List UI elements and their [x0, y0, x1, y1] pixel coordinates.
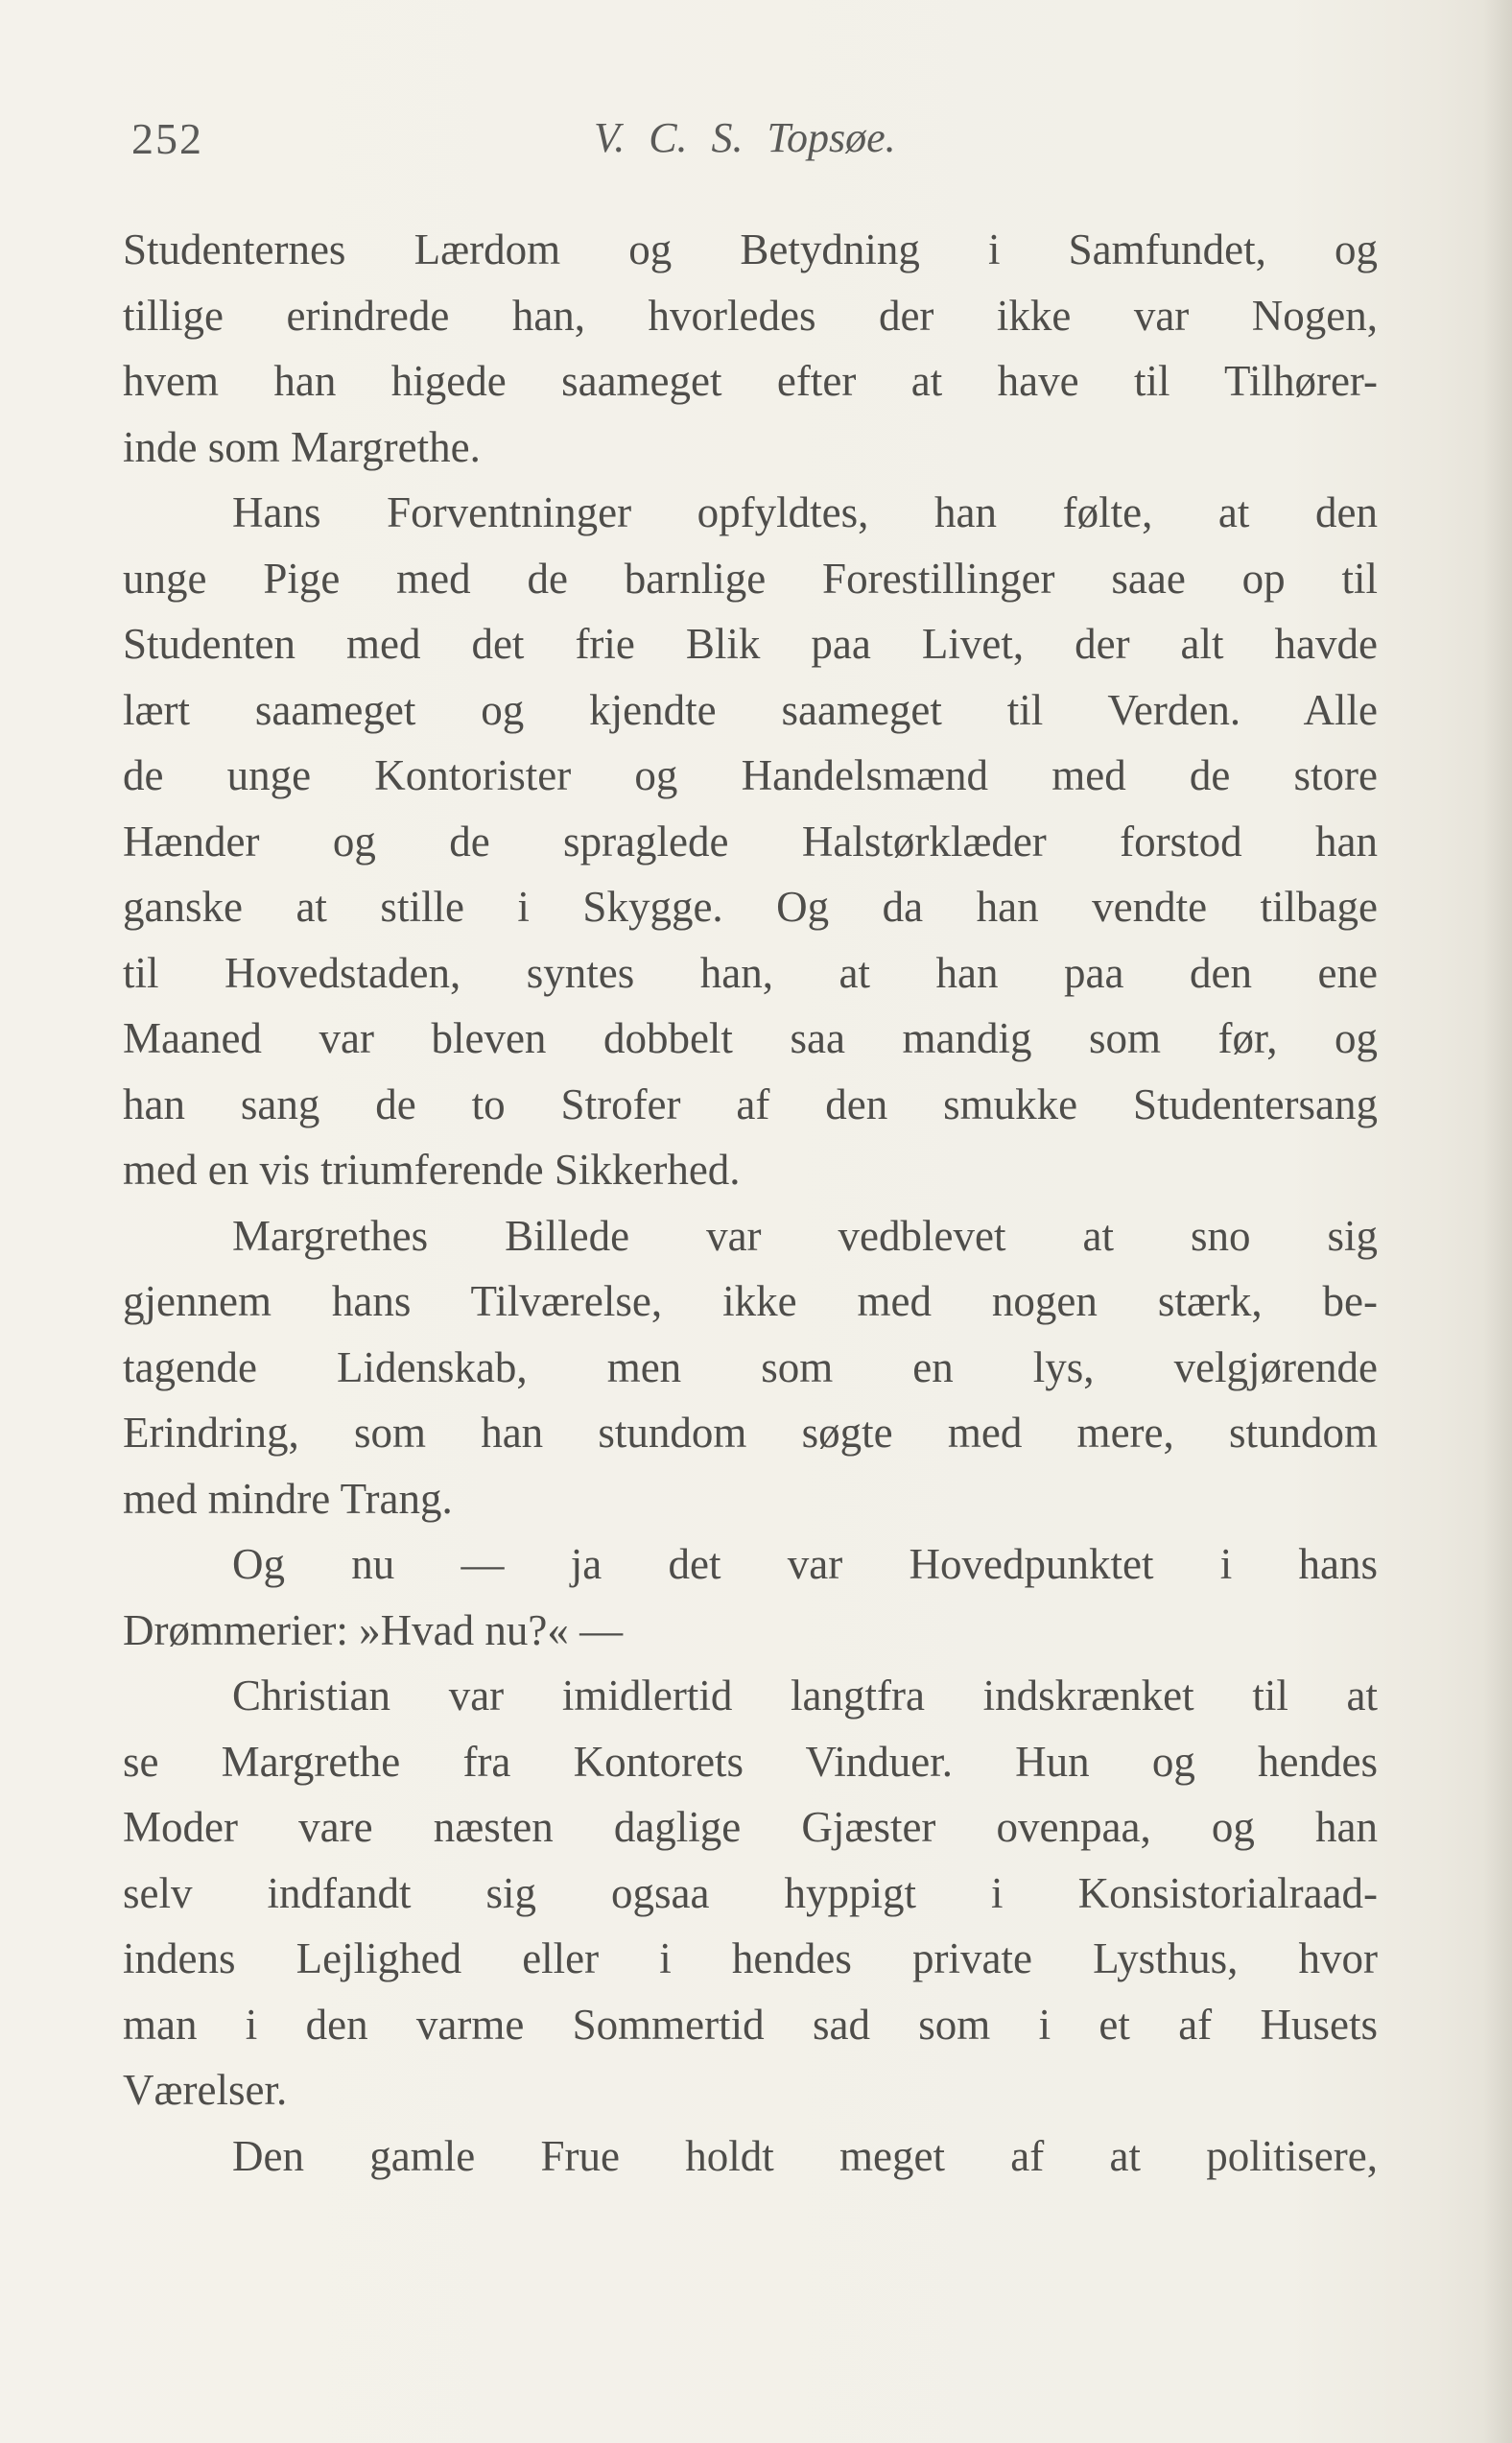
text-line: lært saameget og kjendte saameget til Verden. Alle	[123, 685, 1378, 734]
text-line: Drømmerier: »Hvad nu?« —	[123, 1605, 624, 1654]
text-line: Studenten med det frie Blik paa Livet, der alt havde	[123, 620, 1378, 668]
text-line: Erindring, som han stundom søgte med mere, stundom	[123, 1409, 1378, 1457]
text-line: se Margrethe fra Kontorets Vinduer. Hun og hendes	[123, 1737, 1378, 1786]
body-text	[123, 217, 1378, 2189]
page-number: 252	[131, 114, 203, 163]
text-line: med en vis triumferende Sikkerhed.	[123, 1146, 741, 1194]
text-line: Hans Forventninger opfyldtes, han følte, at den	[232, 488, 1378, 536]
text-line: Christian var imidlertid langtfra indskrænket til at	[232, 1672, 1378, 1720]
text-line: hvem han higede saameget efter at have til Tilhører-	[123, 357, 1378, 405]
text-line: ganske at stille i Skygge. Og da han vendte tilbage	[123, 883, 1378, 931]
text-line: indens Lejlighed eller i hendes private Lysthus, hvor	[123, 1934, 1378, 1982]
text-line: Og nu — ja det var Hovedpunktet i hans	[232, 1540, 1378, 1588]
text-line: han sang de to Strofer af den smukke Studentersang	[123, 1079, 1378, 1128]
text-line: med mindre Trang.	[123, 1474, 453, 1523]
text-line: inde som Margrethe.	[123, 422, 481, 471]
text-line: tagende Lidenskab, men som en lys, velgjørende	[123, 1342, 1378, 1391]
text-line: selv indfandt sig ogsaa hyppigt i Konsistorialraad-	[123, 1868, 1378, 1917]
text-line: Moder vare næsten daglige Gjæster ovenpaa, og han	[123, 1803, 1378, 1851]
text-line: Studenternes Lærdom og Betydning i Samfundet, og	[123, 225, 1378, 273]
text-line: Maaned var bleven dobbelt saa mandig som før, og	[123, 1014, 1378, 1062]
text-line: til Hovedstaden, syntes han, at han paa den ene	[123, 948, 1378, 997]
text-line: Margrethes Billede var vedblevet at sno sig	[232, 1211, 1378, 1260]
text-line: Værelser.	[123, 2066, 288, 2114]
text-line: tillige erindrede han, hvorledes der ikke var Nogen,	[123, 291, 1378, 340]
text-line: Den gamle Frue holdt meget af at politisere,	[232, 2131, 1378, 2180]
text-line: unge Pige med de barnlige Forestillinger saae op til	[123, 554, 1378, 603]
text-line: de unge Kontorister og Handelsmænd med de store	[123, 751, 1378, 799]
page-header	[131, 113, 1379, 171]
running-head: V. C. S. Topsøe.	[594, 114, 896, 161]
text-line: Hænder og de spraglede Halstørklæder forstod han	[123, 817, 1378, 866]
text-line: gjennem hans Tilværelse, ikke med nogen stærk, be-	[123, 1277, 1378, 1325]
page-edge-shadow	[1483, 0, 1512, 2443]
text-line: man i den varme Sommertid sad som i et af Husets	[123, 2000, 1378, 2049]
